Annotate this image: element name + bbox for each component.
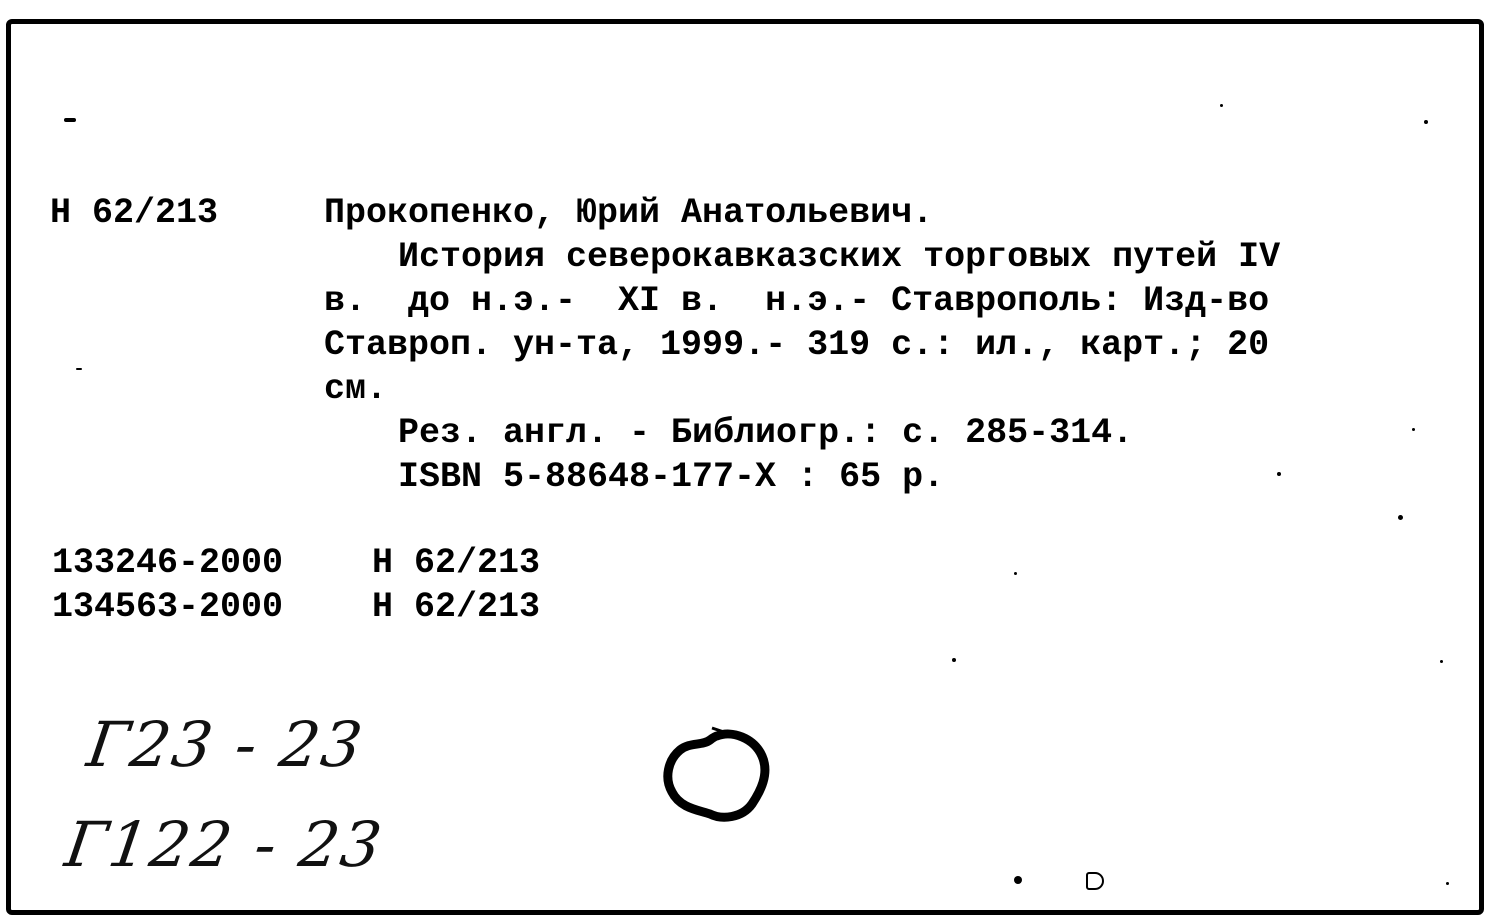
author-heading: Прокопенко, Юрий Анатольевич. (324, 193, 934, 233)
note-line: Рез. англ. - Библиогр.: с. 285-314. (398, 413, 1134, 453)
speck (1220, 104, 1223, 107)
inventory-shelf: Н 62/213 (372, 587, 541, 627)
handwritten-note: Г122 - 23 (60, 808, 388, 881)
speck (952, 658, 956, 662)
inventory-number: 134563-2000 (52, 587, 284, 627)
speck (1086, 872, 1104, 890)
isbn-line: ISBN 5-88648-177-X : 65 р. (398, 457, 945, 497)
inventory-number: 133246-2000 (52, 543, 284, 583)
speck (1014, 876, 1022, 884)
speck (1424, 120, 1428, 124)
speck (1277, 472, 1281, 476)
speck (1446, 882, 1449, 885)
title-line: История северокавказских торговых путей IV (398, 237, 1281, 277)
title-line: см. (324, 369, 388, 409)
speck (64, 118, 76, 122)
title-line: Ставроп. ун-та, 1999.- 319 с.: ил., карт.; 20 (324, 325, 1270, 365)
circle-stamp-mark (662, 722, 772, 827)
speck (1440, 660, 1443, 663)
speck (1014, 572, 1017, 575)
inventory-shelf: Н 62/213 (372, 543, 541, 583)
speck (1398, 515, 1403, 520)
call-number: Н 62/213 (50, 193, 219, 233)
title-line: в. до н.э.- XI в. н.э.- Ставрополь: Изд-во (324, 281, 1270, 321)
handwritten-note: Г23 - 23 (82, 708, 369, 781)
speck (1412, 428, 1415, 431)
speck (76, 368, 82, 370)
